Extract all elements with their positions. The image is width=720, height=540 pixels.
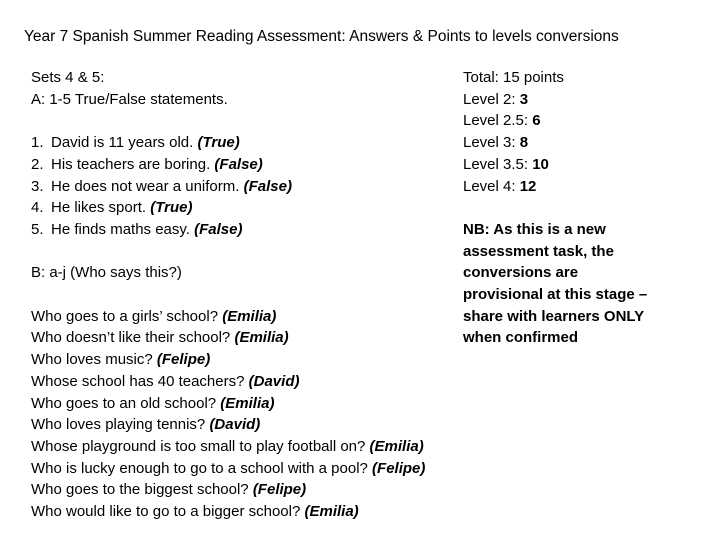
question-answer: (David) [209,416,261,434]
statement-answer: (True) [150,199,193,217]
question-answer: (Felipe) [156,351,211,369]
list-item [31,176,471,198]
list-item: Who doesn’t like their school? (Emilia) [31,329,289,347]
list-item: Who is lucky enough to go to a school with a pool? (Felipe) [31,459,426,477]
conversions-column [463,67,703,349]
provisional-note: NB: As this is a new assessment task, the conversions are provisional at this stage – share with learners ONLY when confirmed [463,220,648,347]
statement-answer: (False) [243,177,292,195]
question-answer: (David) [248,372,300,390]
page-title: Year 7 Spanish Summer Reading Assessment: Answers & Points to levels conversions [24,28,619,45]
question-answer: (Emilia) [220,394,275,412]
sets-heading: Sets 4 & 5: [31,69,105,86]
spacer [31,284,471,306]
level-row: Level 3.5: 10 [463,155,549,173]
level-value: 8 [519,134,529,152]
level-value: 3 [519,90,529,108]
list-item [31,219,471,241]
item-number: 5. [31,220,44,238]
section-b-heading: B: a-j (Who says this?) [31,264,182,282]
statement-text: David is 11 years old. (True) [51,134,240,152]
level-row: Level 2: 3 [463,90,529,108]
statement-text: He does not wear a uniform. (False) [51,177,292,195]
list-item [31,197,471,219]
level-row: Level 3: 8 [463,134,529,152]
list-item [31,154,471,176]
question-answer: (Emilia) [234,329,289,347]
item-number: 3. [31,177,44,195]
list-item: Who loves music? (Felipe) [31,351,211,369]
question-answer: (Felipe) [372,459,426,477]
list-item: Who goes to an old school? (Emilia) [31,394,275,412]
statement-answer: (False) [194,220,243,238]
statement-answer: (False) [214,155,263,173]
list-item: Who loves playing tennis? (David) [31,416,261,434]
question-answer: (Emilia) [369,437,424,455]
section-a-heading: A: 1-5 True/False statements. [31,90,228,108]
list-item: Who goes to the biggest school? (Felipe) [31,481,307,499]
item-number: 2. [31,155,44,173]
statement-text: His teachers are boring. (False) [51,155,263,173]
statement-text: He likes sport. (True) [51,199,193,217]
spacer [31,110,471,132]
statement-answer: (True) [197,134,240,152]
spacer [31,241,471,263]
question-answer: (Emilia) [222,307,277,325]
level-value: 6 [532,112,541,130]
level-row: Level 4: 12 [463,177,537,195]
list-item: Who goes to a girls’ school? (Emilia) [31,307,277,325]
question-answer: (Felipe) [252,481,307,499]
list-item: Whose playground is too small to play football on? (Emilia) [31,437,424,455]
item-number: 1. [31,134,44,152]
level-row: Level 2.5: 6 [463,112,541,130]
statement-text: He finds maths easy. (False) [51,220,243,238]
list-item: Whose school has 40 teachers? (David) [31,372,300,390]
item-number: 4. [31,199,44,217]
question-answer: (Emilia) [304,503,359,521]
list-item: Who would like to go to a bigger school? (Emilia) [31,503,359,521]
level-value: 10 [532,155,549,173]
level-value: 12 [519,177,537,195]
total-points: Total: 15 points [463,69,564,86]
answers-column [31,67,471,523]
list-item [31,132,471,154]
